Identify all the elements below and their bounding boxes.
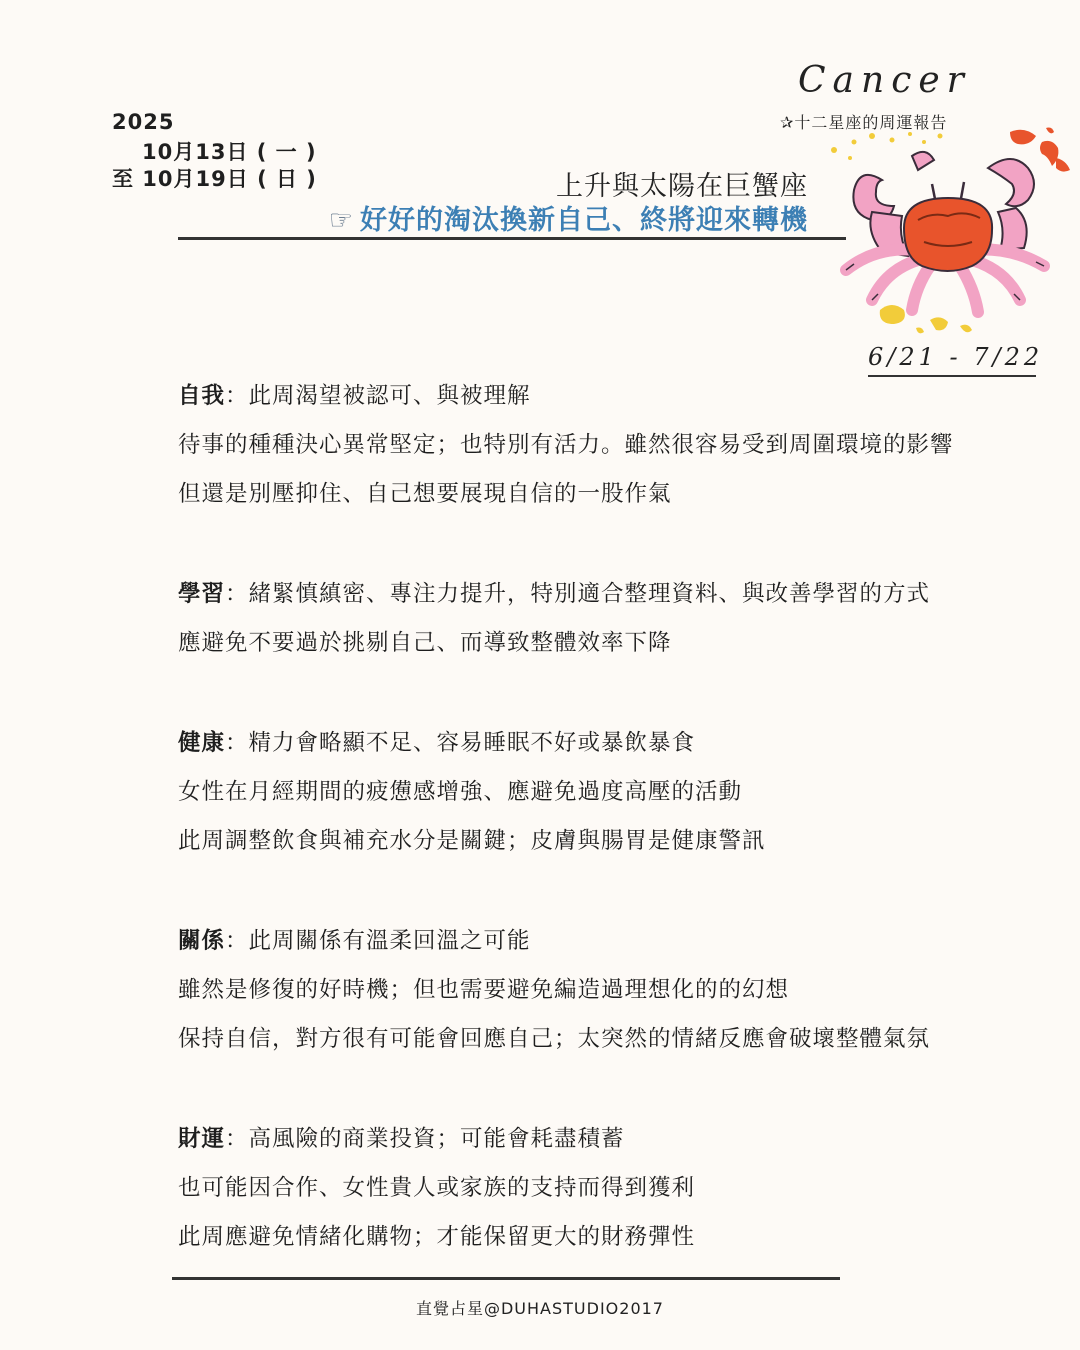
section-line: 應避免不要過於挑剔自己、而導致整體效率下降 [178, 630, 672, 656]
top-divider [178, 237, 846, 240]
section-line: 也可能因合作、女性貴人或家族的支持而得到獲利 [178, 1175, 696, 1201]
section-line: 此周應避免情緒化購物；才能保留更大的財務彈性 [178, 1224, 696, 1250]
right-claw [988, 159, 1034, 250]
section-lead-text: 此周關係有溫柔回溫之可能 [248, 928, 531, 954]
sand-blobs [880, 305, 972, 333]
date-from: 10月13日 ( 一 ) [142, 140, 317, 164]
section-separator: ： [225, 730, 249, 756]
section-self [178, 372, 1048, 519]
bottom-divider [172, 1277, 840, 1280]
footer-credit: 直覺占星@DUHASTUDIO2017 [415, 1299, 664, 1318]
year: 2025 [112, 110, 175, 134]
section-line: 此周調整飲食與補充水分是關鍵；皮膚與腸胃是健康警訊 [178, 828, 766, 854]
section-lead [178, 372, 1048, 421]
section-study [178, 570, 1048, 668]
section-separator: ： [225, 928, 249, 954]
pointing-hand-icon: ☞ [328, 205, 354, 236]
section-title: 關係 [178, 928, 226, 954]
section-line: 待事的種種決心異常堅定；也特別有活力。雖然很容易受到周圍環境的影響 [178, 432, 954, 458]
section-lead-text: 緒緊慎縝密、專注力提升，特別適合整理資料、與改善學習的方式 [248, 581, 931, 607]
series-label: ✰十二星座的周運報告 [780, 113, 948, 132]
section-lead [178, 1115, 1048, 1164]
crab-shell [904, 198, 992, 271]
forecast-content [178, 372, 1048, 1313]
date-range: 6/21 - 7/22 [868, 343, 1044, 371]
section-lead-text: 精力會略顯不足、容易睡眠不好或暴飲暴食 [248, 730, 696, 756]
crab-illustration [820, 120, 1080, 342]
section-health [178, 719, 1048, 866]
section-line: 保持自信，對方很有可能會回應自己；太突然的情緒反應會破壞整體氣氛 [178, 1026, 931, 1052]
section-title: 學習 [178, 581, 226, 607]
sign-name: Cancer [798, 60, 971, 101]
section-lead-text: 此周渴望被認可、與被理解 [248, 383, 531, 409]
section-lead [178, 719, 1048, 768]
section-lead-text: 高風險的商業投資；可能會耗盡積蓄 [248, 1126, 625, 1152]
section-relationship [178, 917, 1048, 1064]
section-lead [178, 917, 1048, 966]
section-lead [178, 570, 1048, 619]
section-title: 財運 [178, 1126, 226, 1152]
section-separator: ： [225, 383, 249, 409]
section-line: 雖然是修復的好時機；但也需要避免編造過理想化的的幻想 [178, 977, 790, 1003]
section-separator: ： [225, 1126, 249, 1152]
subline [329, 198, 808, 237]
section-line: 女性在月經期間的疲憊感增強、應避免過度高壓的活動 [178, 779, 743, 805]
date-to: 至 10月19日 ( 日 ) [112, 167, 317, 191]
section-line: 但還是別壓抑住、自己想要展現自信的一股作氣 [178, 481, 672, 507]
section-title: 健康 [178, 730, 226, 756]
section-separator: ： [225, 581, 249, 607]
section-title: 自我 [178, 383, 226, 409]
headline: 上升與太陽在巨蟹座 [556, 171, 808, 202]
subline-text: 好好的淘汰換新自己、終將迎來轉機 [360, 205, 808, 236]
section-wealth [178, 1115, 1048, 1262]
